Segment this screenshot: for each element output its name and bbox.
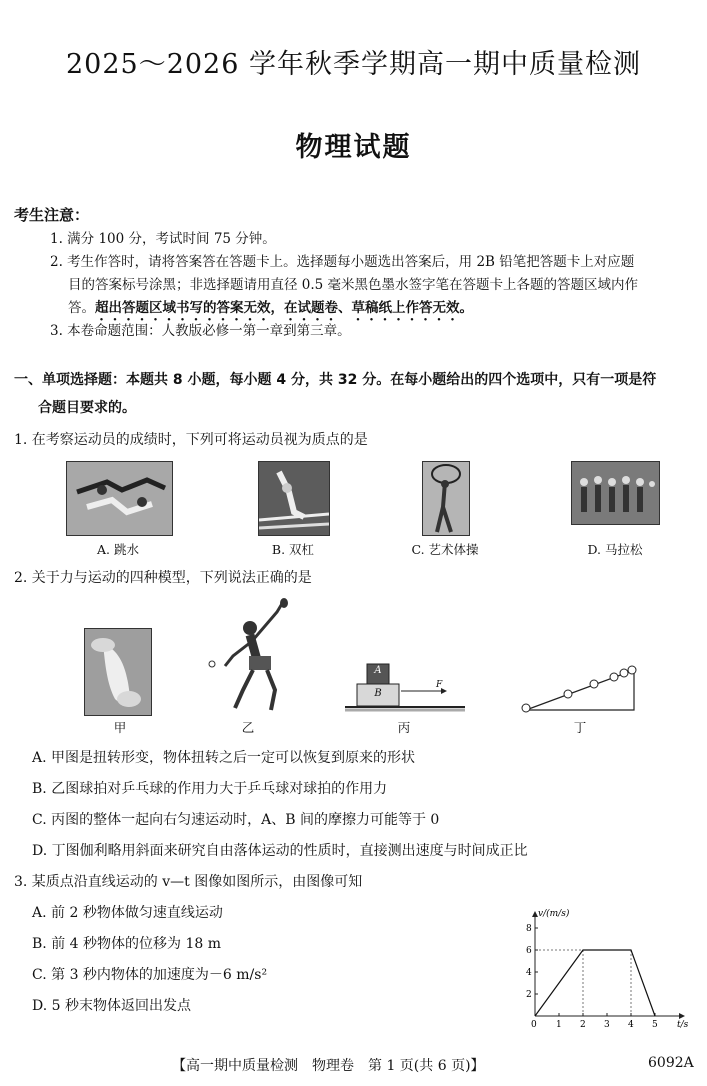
notice-item-2-prefix: 答。 — [68, 300, 95, 316]
question-3-stem: 3. 某质点沿直线运动的 v—t 图像如图所示，由图像可知 — [14, 874, 363, 890]
question-2-option-a: A. 甲图是扭转形变，物体扭转之后一定可以恢复到原来的形状 — [32, 750, 416, 766]
exam-subject: 物理试题 — [295, 132, 412, 163]
section-1-line-1: 一、单项选择题：本题共 8 小题，每小题 4 分，共 32 分。在每小题给出的四个选项中，只有一项是符 — [14, 372, 657, 388]
chart-x-tick-label: 0 — [531, 1020, 537, 1028]
chart-x-tick-label: 2 — [580, 1020, 586, 1028]
chart-velocity-line — [535, 950, 655, 1016]
block-b-label: B — [374, 688, 382, 699]
marathon-photo — [571, 461, 660, 525]
paper-code: 6092A — [648, 1055, 694, 1071]
exam-title: 2025～2026 学年秋季学期高一期中质量检测 — [65, 49, 641, 80]
notice-heading: 考生注意： — [14, 206, 90, 224]
question-1-option-c: C. 艺术体操 — [411, 542, 479, 557]
question-1-option-a: A. 跳水 — [97, 542, 139, 557]
parallel-bars-photo — [258, 461, 330, 536]
table-tennis-player-figure — [205, 598, 295, 714]
notice-item-2-line-1: 2. 考生作答时，请将答案答在答题卡上。选择题每小题选出答案后，用 2B 铅笔把答题卡上对应题 — [50, 254, 635, 270]
chart-x-axis-arrow — [679, 1013, 685, 1019]
notice-item-3: 3. 本卷命题范围：人教版必修一第一章到第三章。 — [50, 323, 351, 339]
question-2-option-c: C. 丙图的整体一起向右匀速运动时，A、B 间的摩擦力可能等于 0 — [32, 812, 440, 828]
rhythmic-gymnastics-photo — [422, 461, 470, 536]
chart-y-tick-label: 4 — [526, 968, 532, 978]
question-2-option-b: B. 乙图球拍对乒乓球的作用力大于乒乓球对球拍的作用力 — [32, 781, 388, 797]
section-1-heading — [14, 366, 696, 422]
diving-photo — [66, 461, 173, 536]
notice-item-2-emphasis: 超出答题区域书写的答案无效，在试题卷、草稿纸上作答无效。 — [95, 300, 473, 316]
incline-figure — [518, 662, 640, 716]
block-a-label: A — [374, 665, 382, 676]
force-label: F — [436, 680, 443, 690]
chart-x-tick-label: 5 — [652, 1020, 658, 1028]
chart-y-tick-label: 8 — [526, 924, 532, 934]
chart-y-tick-label: 6 — [526, 946, 532, 956]
chart-x-tick-label: 3 — [604, 1020, 610, 1028]
chart-y-axis-label: v/(m/s) — [538, 909, 570, 919]
velocity-time-chart — [515, 898, 700, 1028]
figure-jia-caption: 甲 — [113, 720, 127, 735]
question-3-option-d: D. 5 秒末物体返回出发点 — [32, 998, 191, 1014]
question-3-option-a: A. 前 2 秒物体做匀速直线运动 — [32, 905, 223, 921]
question-2-option-d: D. 丁图伽利略用斜面来研究自由落体运动的性质时，直接测出速度与时间成正比 — [32, 843, 528, 859]
notice-item-1: 1. 满分 100 分，考试时间 75 分钟。 — [50, 231, 276, 247]
figure-ding-caption: 丁 — [573, 720, 587, 735]
question-3-option-c: C. 第 3 秒内物体的加速度为－6 m/s² — [32, 967, 268, 983]
page-footer: 【高一期中质量检测 物理卷 第 1 页(共 6 页)】 — [172, 1058, 485, 1074]
chart-x-tick-label: 1 — [556, 1020, 562, 1028]
chart-x-tick-label: 4 — [628, 1020, 634, 1028]
question-1-option-d: D. 马拉松 — [587, 542, 643, 557]
section-1-line-2: 合题目要求的。 — [38, 400, 136, 416]
question-1-option-b: B. 双杠 — [271, 542, 315, 557]
question-1-stem: 1. 在考察运动员的成绩时，下列可将运动员视为质点的是 — [14, 432, 368, 448]
figure-yi-caption: 乙 — [241, 720, 255, 735]
twist-photo — [84, 628, 152, 716]
notice-item-2-line-2: 目的答案标号涂黑；非选择题请用直径 0.5 毫米黑色墨水签字笔在答题卡上各题的答题区域内作 — [68, 277, 639, 293]
chart-y-tick-label: 2 — [526, 990, 532, 1000]
question-2-stem: 2. 关于力与运动的四种模型，下列说法正确的是 — [14, 570, 312, 586]
figure-bing-caption: 丙 — [397, 720, 411, 735]
chart-x-axis-label: t/s — [677, 1020, 689, 1028]
stacked-blocks-figure — [345, 660, 465, 714]
question-3-option-b: B. 前 4 秒物体的位移为 18 m — [32, 936, 221, 952]
